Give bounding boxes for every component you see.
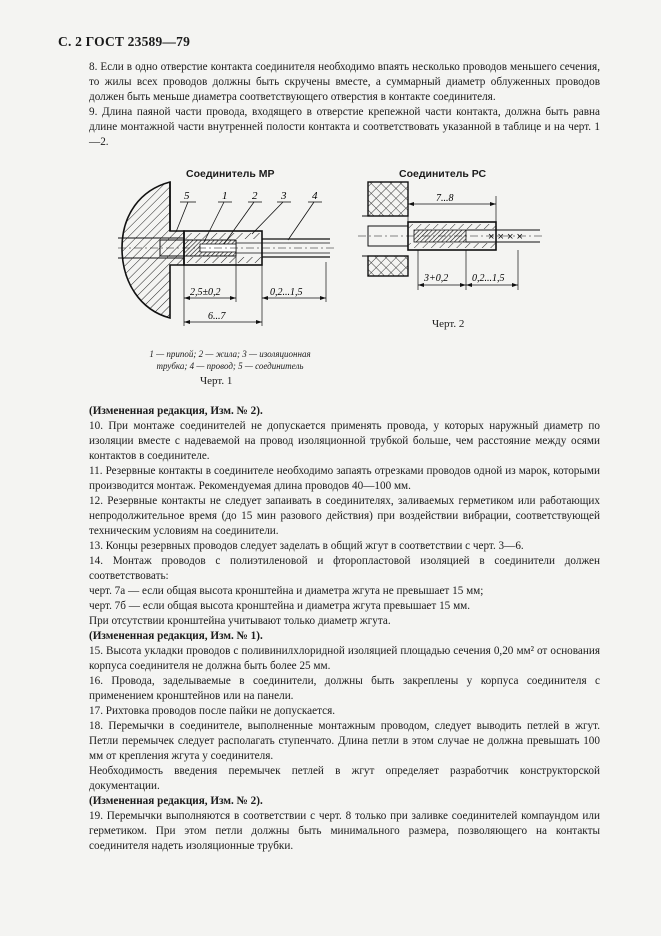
fig2-dim-a: 7...8 — [436, 193, 454, 204]
figure1-caption-line2: трубка; 4 — провод; 5 — соединитель — [156, 361, 304, 371]
paragraph: 15. Высота укладки проводов с поливинилхлоридной изоляцией площадью сечения 0,20 мм² от основания корпуса соединителя не должна быть более 25 мм. — [89, 645, 600, 672]
paragraph-9: 9. Длина паяной части провода, входящего в отверстие крепежной части контакта, должна быть равна длине монтажной части внутренней полости контакта и соответствовать указанной в таблице и на черт. 1—2. — [89, 106, 600, 148]
amendment-note: (Измененная редакция, Изм. № 2). — [89, 405, 263, 417]
fig1-dim-b: 0,2...1,5 — [270, 287, 303, 298]
figure1-drawing — [118, 182, 335, 326]
leader-1: 1 — [222, 190, 228, 202]
leader-5: 5 — [184, 190, 190, 202]
svg-text:× × × ×: × × × × — [488, 231, 523, 243]
paragraph: 13. Концы резервных проводов следует заделать в общий жгут в соответствии с черт. 3—6. — [89, 540, 524, 552]
leader-4: 4 — [312, 190, 318, 202]
fig2-dim-b: 3+0,2 — [424, 273, 449, 284]
paragraph: 16. Провода, заделываемые в соединители, должны быть закреплены у корпуса соединителя с применением кронштейнов или на панели. — [89, 675, 600, 702]
technical-drawing — [0, 0, 661, 400]
leader-3: 3 — [281, 190, 287, 202]
figure2-label: Черт. 2 — [432, 318, 465, 330]
paragraph: 18. Перемычки в соединителе, выполненные монтажным проводом, следует выводить петлей в жгут. Петли перемычек следует располагать ступенчато. Длина петли в этом случае не должна превышать 100 мм от крепления жгута у соединителя. — [89, 720, 600, 762]
paragraph: черт. 7а — если общая высота кронштейна и диаметра жгута не превышает 15 мм; — [89, 585, 484, 597]
paragraph: 19. Перемычки выполняются в соответствии с черт. 8 только при заливке соединителей компаундом или герметиком. При этом петли должны быть минимального размера, позволяющего на контакты соединителя надеть изоляционные трубки. — [89, 810, 600, 852]
paragraph: При отсутствии кронштейна учитывают только диаметр жгута. — [89, 615, 391, 627]
figure1-label: Черт. 1 — [200, 375, 233, 387]
paragraph: черт. 7б — если общая высота кронштейна и диаметра жгута превышает 15 мм. — [89, 600, 471, 612]
amendment-note: (Измененная редакция, Изм. № 2). — [89, 795, 263, 807]
paragraph-8: 8. Если в одно отверстие контакта соединителя необходимо впаять несколько проводов меньшего сечения, то жилы всех проводов должны быть скручены вместе, а суммарный диаметр облуженных проводов должен быть меньше диаметра соответствующего отверстия в контакте соединителя. — [89, 61, 600, 103]
page-header: С. 2 ГОСТ 23589—79 — [58, 34, 191, 49]
paragraph: Необходимость введения перемычек петлей в жгут определяет разработчик конструкторской документации. — [89, 765, 600, 792]
figure2-title: Соединитель РС — [399, 168, 487, 180]
fig2-dim-c: 0,2...1,5 — [472, 273, 505, 284]
figure1-caption-line1: 1 — припой; 2 — жила; 3 — изоляционная — [149, 349, 311, 359]
figure1-title: Соединитель МР — [186, 168, 275, 180]
paragraph: 17. Рихтовка проводов после пайки не допускается. — [89, 705, 336, 717]
paragraph: 12. Резервные контакты не следует запаивать в соединителях, заливаемых герметиком или работающих непродолжительное время (до 15 мин разового действия) при воздействии вибрации, соответствующей техническим условиям на соединители. — [89, 495, 600, 537]
amendment-note: (Измененная редакция, Изм. № 1). — [89, 630, 263, 642]
paragraph: 10. При монтаже соединителей не допускается применять провода, у которых наружный диаметр по изоляции вместе с надеваемой на провод изоляционной трубкой больше, чем расстояние между осями контактов в соединителе. — [89, 420, 600, 462]
fig1-dim-c: 6...7 — [208, 311, 226, 322]
figure1-caption — [120, 348, 340, 372]
leader-2: 2 — [252, 190, 258, 202]
fig1-dim-a: 2,5±0,2 — [190, 287, 221, 298]
bottom-text-block — [89, 404, 600, 854]
paragraph: 14. Монтаж проводов с полиэтиленовой и фторопластовой изоляцией в соединители должен соответствовать: — [89, 555, 600, 582]
paragraph: 11. Резервные контакты в соединителе необходимо запаять отрезками проводов одной из марок, которыми производится монтаж. Рекомендуемая длина проводов 40—100 мм. — [89, 465, 600, 492]
